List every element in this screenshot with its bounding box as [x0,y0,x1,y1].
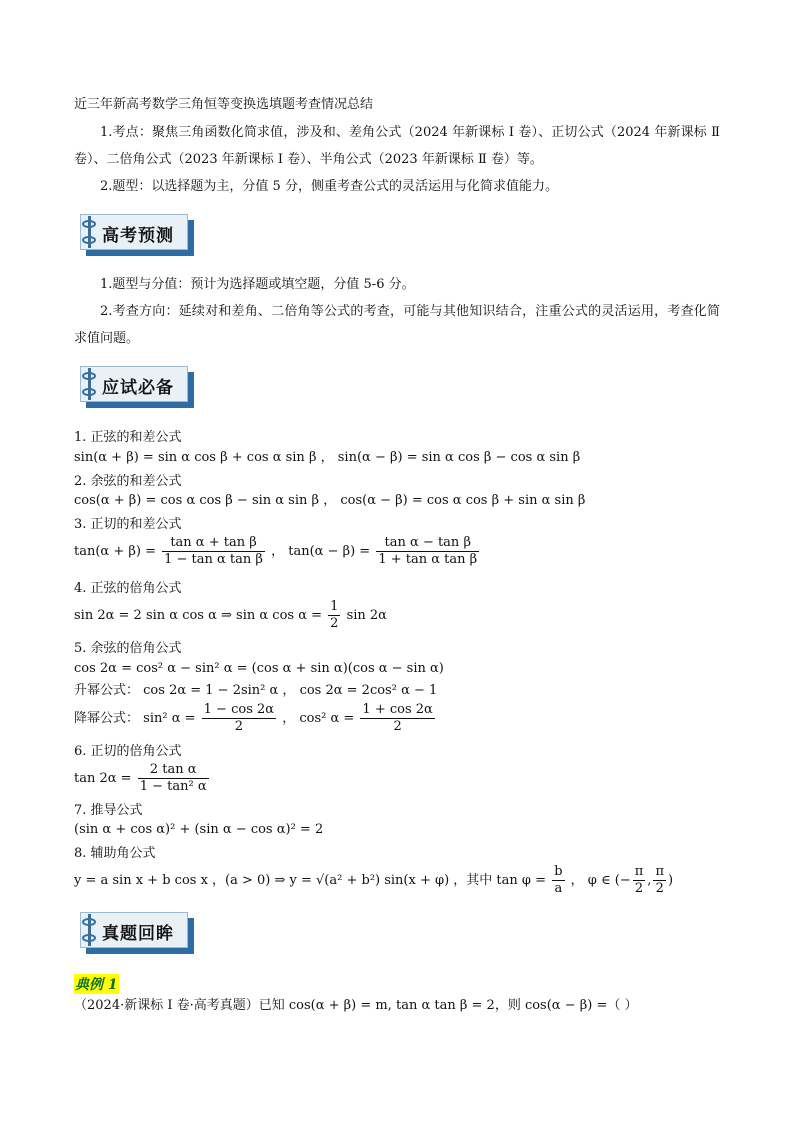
fraction-denominator: 1 − tan² α [139,779,207,794]
example-question: （2024·新课标 I 卷·高考真题）已知 cos(α + β) = m, tan α tan β = 2，则 cos(α − β) =（ ） [74,998,638,1013]
fraction [653,864,666,897]
formula-1b: sin(α − β) = sin α cos β − cos α sin β [337,450,581,465]
formula-7: (sin α + cos α)² + (sin α − cos α)² = 2 [74,822,324,837]
fraction [202,702,276,735]
section-heading-predict [80,214,192,254]
formula-3a-lhs: tan(α + β) = [74,544,156,559]
fraction-denominator: 2 [234,719,243,734]
fraction-numerator: π [634,864,644,879]
formula-8-comma: , [647,873,652,888]
formula-4-lhs: sin 2α = 2 sin α cos α ⇒ sin α cos α = [74,608,322,623]
formula-2a: cos(α + β) = cos α cos β − sin α sin β [74,493,320,508]
binder-ring-icon [82,372,96,380]
formula-2-sep: ， [323,493,337,508]
binder-ring-icon [82,220,96,228]
formula-4-rhs: sin 2α [346,608,387,623]
formula-8-range: ， φ ∈ (− [570,873,631,888]
fraction-numerator: tan α − tan β [376,535,479,552]
binder-ring-icon [82,918,96,926]
fraction [376,535,479,568]
formula-4 [74,598,387,634]
fraction-numerator: 2 tan α [138,762,209,779]
fraction-denominator: 1 + tan α tan β [378,552,478,567]
formula-2 [74,492,585,510]
formula-heading-8: 8. 辅助角公式 [74,846,156,861]
fraction-numerator: 1 [330,599,339,614]
lower-b-lhs: cos² α = [299,711,355,726]
section-heading-review [80,912,192,952]
binder-ring-icon [82,934,96,942]
fraction-numerator: tan α + tan β [162,535,265,552]
intro-point-1: 1.考点：聚焦三角函数化简求值，涉及和、差角公式（2024 年新课标 Ⅰ 卷）、正切公式（2024 年新课标 Ⅱ 卷）、二倍角公式（2023 年新课标 Ⅰ 卷）、半角公式（2023 年新课标 Ⅱ 卷）等。 [74,125,720,167]
lower-label: 降幂公式： [74,711,140,726]
binder-ring-icon [82,388,96,396]
formula-1-sep: ， [320,450,334,465]
fraction [162,535,265,568]
formula-heading-2: 2. 余弦的和差公式 [74,474,182,489]
example-tag: 典例 1 [74,974,119,994]
formula-5: cos 2α = cos² α − sin² α = (cos α + sin α)(cos α − sin α) [74,661,444,676]
doc-title: 近三年新高考数学三角恒等变换选填题考查情况总结 [74,97,374,112]
formula-heading-4: 4. 正弦的倍角公式 [74,581,182,596]
formula-heading-6: 6. 正切的倍角公式 [74,744,182,759]
lower-a-lhs: sin² α = [143,711,196,726]
formula-heading-5: 5. 余弦的倍角公式 [74,641,182,656]
fraction-numerator: 1 − cos 2α [203,702,275,717]
fraction [633,864,646,897]
predict-item-2: 2.考查方向：延续对和差角、二倍角等公式的考查，可能与其他知识结合，注重公式的灵活运用，考查化简求值问题。 [74,304,720,346]
fraction-denominator: 1 − tan α tan β [164,552,263,567]
formula-8 [74,862,673,900]
raise-formulas: cos 2α = 1 − 2sin² α ， cos 2α = 2cos² α − 1 [143,683,438,698]
intro-point-2: 2.题型：以选择题为主，分值 5 分，侧重考查公式的灵活运用与化简求值能力。 [100,179,558,194]
formula-6 [74,760,211,798]
formula-3 [74,534,481,570]
raise-label: 升幂公式： [74,683,140,698]
formula-8-main: y = a sin x + b cos x ，(a > 0) ⇒ y = √(a² + b²) sin(x + φ) ，其中 tan φ = [74,873,547,888]
fraction-denominator: 2 [393,719,402,734]
fraction-denominator: a [554,881,563,896]
lower-sep: ， [282,711,296,726]
formula-1a: sin(α + β) = sin α cos β + cos α sin β [74,450,317,465]
fraction-denominator: 2 [634,881,644,896]
fraction [552,864,564,897]
binder-ring-icon [82,236,96,244]
formula-1 [74,449,580,467]
fraction-denominator: 2 [655,881,664,896]
formula-6-lhs: tan 2α = [74,771,132,786]
predict-item-1: 1.题型与分值：预计为选择题或填空题，分值 5-6 分。 [100,277,415,292]
fraction [138,762,209,795]
formula-5-raise [74,682,437,700]
formula-5-lower [74,700,437,738]
formula-3b-lhs: tan(α − β) = [288,544,371,559]
section-label: 高考预测 [102,226,174,246]
formula-3-sep: ， [271,544,285,559]
formula-heading-3: 3. 正切的和差公式 [74,517,182,532]
fraction-denominator: 2 [330,616,339,631]
fraction-numerator: 1 + cos 2α [362,702,433,717]
formula-8-end: ) [667,873,674,888]
formula-heading-1: 1. 正弦的和差公式 [74,430,182,445]
section-label: 应试必备 [102,378,174,398]
formula-2b: cos(α − β) = cos α cos β + sin α sin β [340,493,586,508]
fraction-numerator: b [554,864,563,879]
fraction-numerator: π [655,864,664,879]
formula-heading-7: 7. 推导公式 [74,803,143,818]
fraction [360,702,434,735]
fraction [328,599,340,632]
section-label: 真题回眸 [102,924,174,944]
section-heading-prepare [80,366,192,406]
